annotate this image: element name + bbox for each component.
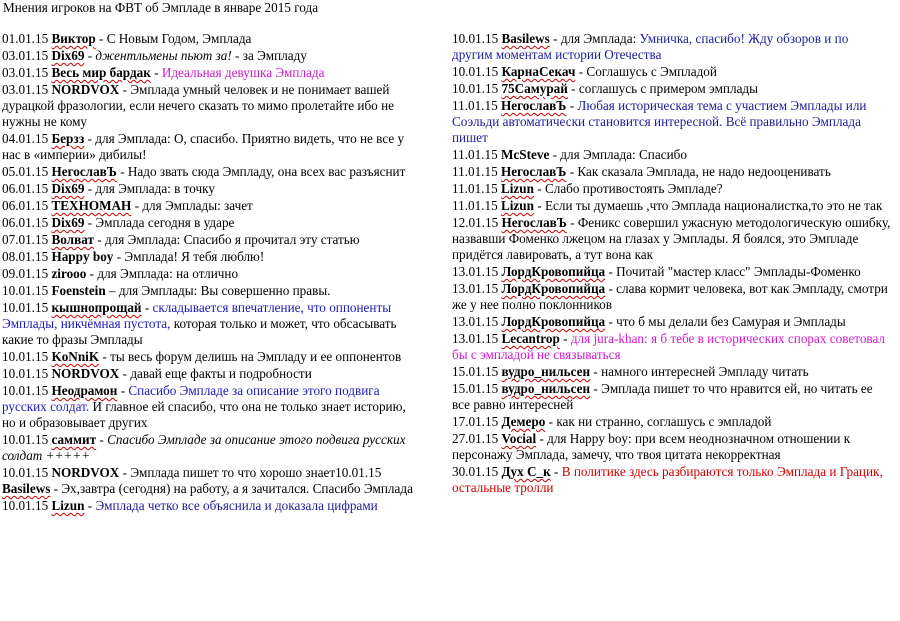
comment-separator: - xyxy=(119,465,131,480)
comment-author: ЛордКровопийца xyxy=(501,264,606,279)
comment-entry xyxy=(2,48,420,64)
comment-entry xyxy=(2,198,420,214)
comment-entry xyxy=(452,147,892,163)
comment-date: 27.01.15 xyxy=(452,431,499,446)
comment-separator: - xyxy=(84,48,96,63)
comment-date: 10.01.15 xyxy=(2,432,49,447)
comment-separator: - xyxy=(566,215,578,230)
comment-highlight: Идеальная девушка Эмплада xyxy=(161,65,325,80)
comment-date: 10.01.15 xyxy=(2,366,49,381)
comment-entry xyxy=(2,82,420,130)
comment-entry xyxy=(452,181,892,197)
comment-separator: - xyxy=(566,164,578,179)
comment-date: 13.01.15 xyxy=(452,264,499,279)
comment-date: 10.01.15 xyxy=(2,498,49,513)
comment-separator: - xyxy=(605,281,617,296)
comment-author: Волват xyxy=(51,232,94,247)
comment-separator: - xyxy=(119,82,131,97)
comment-text: для Эмплада: Спасибо я прочитал эту статью xyxy=(104,232,360,247)
comment-highlight: Эмплада четко все объяснила и доказала цифрами xyxy=(95,498,378,513)
document-title: Мнения игроков на ФВТ об Эмпладе в январе 2015 года xyxy=(3,0,319,15)
comment-entry xyxy=(2,164,420,180)
comment-date: 08.01.15 xyxy=(2,249,49,264)
comment-separator: - xyxy=(545,414,557,429)
comment-highlight: для jura-khan: я б тебе в исторических спорах советовал бы с эмпладой не связываться xyxy=(452,331,886,362)
comment-author: ТЕХНОМАН xyxy=(51,198,132,213)
comment-date: 05.01.15 xyxy=(2,164,49,179)
comment-separator: - xyxy=(84,131,96,146)
comment-author: НегославЪ xyxy=(51,164,117,179)
comment-separator: - xyxy=(549,147,561,162)
comment-date: 11.01.15 xyxy=(452,181,498,196)
comment-highlight: складывается впечатление, что оппоненты Эмплады, никчёмная пустота, xyxy=(2,300,392,331)
comment-entry xyxy=(452,98,892,146)
comment-text: Соглашусь с Эмпладой xyxy=(586,64,717,79)
comment-author: НегославЪ xyxy=(501,215,567,230)
comment-text: для Эмплада: в точку xyxy=(95,181,215,196)
comment-date: 13.01.15 xyxy=(452,281,499,296)
comment-entry xyxy=(2,283,420,299)
comment-date: 10.01.15 xyxy=(452,64,499,79)
comment-date: 15.01.15 xyxy=(452,364,499,379)
comment-separator: - xyxy=(117,383,129,398)
comment-separator: - xyxy=(84,215,96,230)
comment-highlight: Любая историческая тема с участием Эмплады или Соэльди автоматически становится интересной. Всё правильно Эмплада пишет xyxy=(452,98,867,145)
comment-entry xyxy=(452,164,892,180)
comment-author: Дух С_к xyxy=(501,464,551,479)
comment-text: Эмплада сегодня в ударе xyxy=(95,215,235,230)
comment-separator: - xyxy=(533,198,545,213)
comment-highlight: В политике здесь разбираются только Эмплада и Грацик, остальные тролли xyxy=(452,464,883,495)
comment-text: как ни странно, соглашусь с эмпладой xyxy=(556,414,772,429)
comment-text: Эмплада пишет то что нравится ей, но читать ее все равно интересней xyxy=(452,381,873,412)
comment-date: 04.01.15 xyxy=(2,131,49,146)
comment-author: ЛордКровопийца xyxy=(501,314,606,329)
comment-author: KoNniK xyxy=(51,349,100,364)
comment-date: 03.01.15 xyxy=(2,48,49,63)
comment-author: саммит xyxy=(51,432,97,447)
comment-date: 10.01.15 xyxy=(2,383,49,398)
comment-highlight: Спасибо Эмпладе за описание этого подвига русских солдат. xyxy=(2,383,380,414)
comment-author: Lizun xyxy=(500,198,534,213)
comment-author: Foenstein xyxy=(51,283,106,298)
comment-highlight: Умничка, спасибо! Жду обзоров и по другим моментам истории Отечества xyxy=(452,31,849,62)
comment-entry xyxy=(452,31,892,63)
comment-date: 17.01.15 xyxy=(452,414,499,429)
comment-entry xyxy=(452,264,892,280)
comment-separator: - xyxy=(131,198,143,213)
comment-separator: - xyxy=(113,249,125,264)
comment-author: НегославЪ xyxy=(500,164,567,179)
comment-entry xyxy=(2,366,420,382)
comment-text: для Happy boy: при всем неоднозначном отношении к персонажу Эмплада, замечу, что твоя цитата некорректная xyxy=(452,431,851,462)
comment-author: McSteve xyxy=(500,147,550,162)
comment-text: И главное ей спасибо, что она не только знает историю, но и обрaзовывает других xyxy=(2,399,406,430)
comment-author: Vocial xyxy=(501,431,537,446)
comment-separator: - xyxy=(533,181,545,196)
comment-date: 13.01.15 xyxy=(452,314,499,329)
comment-author: Happy boy xyxy=(51,249,114,264)
comment-separator: - xyxy=(116,164,128,179)
comment-highlight: Спасибо Эмпладе за описание этого подвига русских солдат +++++ xyxy=(2,432,406,463)
comment-text: для Эмплады: зачет xyxy=(142,198,253,213)
comment-text: которая только и может, что обсасывать какие то фразы Эмплады xyxy=(2,316,397,347)
comment-date: 06.01.15 xyxy=(2,198,49,213)
comment-text: Надо звать сюда Эмпладу, она всех вас разъяснит xyxy=(127,164,406,179)
comment-entry xyxy=(452,381,892,413)
comment-highlight: джентльмены пьют за! xyxy=(95,48,232,63)
comment-text: С Новым Годом, Эмплада xyxy=(106,31,252,46)
comment-entry xyxy=(2,383,420,431)
comment-author: Виктор xyxy=(51,31,96,46)
comment-text: Феникс совершил ужасную методологическую ошибку, назвавши Фоменко лжецом на глазах у Эмплады. Я боялся, это Эмпладе придётся лавировать, а тут вона как xyxy=(452,215,891,262)
comment-date: 10.01.15 xyxy=(2,465,49,480)
comment-author: Lecantrop xyxy=(501,331,560,346)
comment-author: Весь мир бардак xyxy=(51,65,151,80)
comment-date: 03.01.15 xyxy=(2,82,49,97)
comment-text: Эмплада пишет то что хорошо знает10.01.15 xyxy=(130,465,382,480)
comment-date: 10.01.15 xyxy=(452,81,499,96)
comment-separator: - xyxy=(84,498,96,513)
comment-author: Dix69 xyxy=(51,215,85,230)
comment-author: кышнопрощай xyxy=(51,300,142,315)
comment-author: Берзз xyxy=(51,131,85,146)
comment-separator: - xyxy=(550,464,562,479)
comment-date: 09.01.15 xyxy=(2,266,49,281)
comment-entry xyxy=(2,498,420,514)
comment-author: вудро_нильсен xyxy=(501,364,591,379)
comment-text: - Эх,завтра (сегодня) на работу, а я зачитался. Спасибо Эмплада xyxy=(50,481,413,496)
comment-author: Демеро xyxy=(501,414,546,429)
comment-entry xyxy=(2,266,420,282)
comment-text: Если ты думаешь ,что Эмплада националистка,то это не так xyxy=(544,198,883,213)
comment-entry xyxy=(2,131,420,163)
comment-author: NORDVOX xyxy=(51,366,120,381)
comment-entry xyxy=(2,181,420,197)
comment-author: NORDVOX xyxy=(51,82,120,97)
comment-separator: - xyxy=(84,181,96,196)
comment-separator: - xyxy=(567,81,579,96)
comment-separator: - xyxy=(549,31,561,46)
comment-text: Эмплада умный человек и не понимает вашей дурацкой фразологии, если нечего сказать то мимо пролетайте ибо не нужны не кому xyxy=(2,82,394,129)
comment-text: для Эмплада: Спасибо xyxy=(560,147,687,162)
comment-separator: - xyxy=(150,65,162,80)
comment-separator: - xyxy=(536,431,548,446)
comment-entry xyxy=(452,331,892,363)
comment-separator: - xyxy=(95,31,107,46)
comment-separator: - xyxy=(575,64,587,79)
comment-date: 12.01.15 xyxy=(452,215,499,230)
comment-date: 06.01.15 xyxy=(2,181,49,196)
comment-text: для Эмплада: О, спасибо. Приятно видеть, что не все у нас в «империи» дибилы! xyxy=(2,131,405,162)
comment-separator: - xyxy=(99,349,111,364)
right-column xyxy=(452,31,892,497)
comment-date: 10.01.15 xyxy=(2,300,49,315)
comment-separator: - xyxy=(119,366,131,381)
comment-date: 15.01.15 xyxy=(452,381,499,396)
comment-date: 06.01.15 xyxy=(2,215,49,230)
comment-entry xyxy=(2,349,420,365)
comment-separator: - xyxy=(590,364,602,379)
comment-author: zirooo xyxy=(51,266,87,281)
comment-author: Lizun xyxy=(500,181,534,196)
comment-text: для Эмплады: Вы совершенно правы. xyxy=(118,283,331,298)
comment-author: Lizun xyxy=(51,498,85,513)
comment-author: 75Самурай xyxy=(501,81,568,96)
comment-author: НегославЪ xyxy=(500,98,567,113)
comment-date: 10.01.15 xyxy=(2,349,49,364)
comment-text: для Эмплада: на отлично xyxy=(97,266,239,281)
comment-entry xyxy=(452,281,892,313)
comment-entry xyxy=(452,364,892,380)
comment-date: 11.01.15 xyxy=(452,198,498,213)
comment-entry xyxy=(452,198,892,214)
comment-text: ты весь форум делишь на Эмпладу и ее оппонентов xyxy=(110,349,402,364)
comment-date: 13.01.15 xyxy=(452,331,499,346)
comment-entry xyxy=(452,81,892,97)
comment-entry xyxy=(452,414,892,430)
comment-author: NORDVOX xyxy=(51,465,120,480)
comment-entry xyxy=(2,215,420,231)
comment-entry xyxy=(2,300,420,348)
comment-date: 10.01.15 xyxy=(452,31,499,46)
comment-entry xyxy=(452,64,892,80)
comment-author: КарнаСекач xyxy=(501,64,576,79)
comment-text: Почитай "мастер класс" Эмплады-Фоменко xyxy=(616,264,861,279)
left-column xyxy=(2,31,420,515)
comment-separator: - xyxy=(559,331,571,346)
comment-separator: - xyxy=(566,98,578,113)
comment-entry xyxy=(2,232,420,248)
comment-text: - за Эмпладу xyxy=(231,48,307,63)
comment-separator: - xyxy=(605,264,617,279)
comment-entry xyxy=(2,432,420,464)
comment-author: Dix69 xyxy=(51,48,85,63)
comment-text: что б мы делали без Самурая и Эмплады xyxy=(616,314,846,329)
comment-entry xyxy=(2,465,420,497)
comment-entry xyxy=(2,65,420,81)
comment-date: 10.01.15 xyxy=(2,283,49,298)
comment-separator: - xyxy=(96,432,108,447)
comment-text: слава кормит человека, вот как Эмпладу, смотри же у нее полно поклонников xyxy=(452,281,888,312)
comment-text: для Эмплада: xyxy=(560,31,640,46)
comment-date: 11.01.15 xyxy=(452,164,498,179)
comment-entry xyxy=(2,31,420,47)
comment-text: Эмплада! Я тебя люблю! xyxy=(124,249,265,264)
comment-date: 30.01.15 xyxy=(452,464,499,479)
comment-author: Basilews xyxy=(501,31,550,46)
comment-date: 03.01.15 xyxy=(2,65,49,80)
comment-text: намного интересней Эмпладу читать xyxy=(601,364,809,379)
comment-separator: - xyxy=(605,314,617,329)
comment-entry xyxy=(452,431,892,463)
comment-separator: - xyxy=(141,300,153,315)
comment-author: Dix69 xyxy=(51,181,85,196)
comment-author: ЛордКровопийца xyxy=(501,281,606,296)
comment-separator: - xyxy=(86,266,98,281)
comment-entry xyxy=(452,215,892,263)
comment-separator: - xyxy=(590,381,602,396)
comment-entry xyxy=(2,249,420,265)
comment-text: давай еще факты и подробности xyxy=(130,366,312,381)
comment-separator: - xyxy=(93,232,105,247)
comment-text: соглашусь с примером эмплады xyxy=(578,81,758,96)
comment-date: 11.01.15 xyxy=(452,98,498,113)
comment-author: Неодрамон xyxy=(51,383,118,398)
comment-entry xyxy=(452,314,892,330)
comment-date: 01.01.15 xyxy=(2,31,49,46)
comment-date: 11.01.15 xyxy=(452,147,498,162)
comment-author: Basilews xyxy=(2,481,51,496)
comment-entry xyxy=(452,464,892,496)
comment-author: вудро_нильсен xyxy=(501,381,591,396)
comment-date: 07.01.15 xyxy=(2,232,49,247)
comment-separator: – xyxy=(105,283,119,298)
comment-text: Как сказала Эмплада, не надо недооценивать xyxy=(577,164,831,179)
comment-text: Слабо противостоять Эмпладе? xyxy=(544,181,723,196)
